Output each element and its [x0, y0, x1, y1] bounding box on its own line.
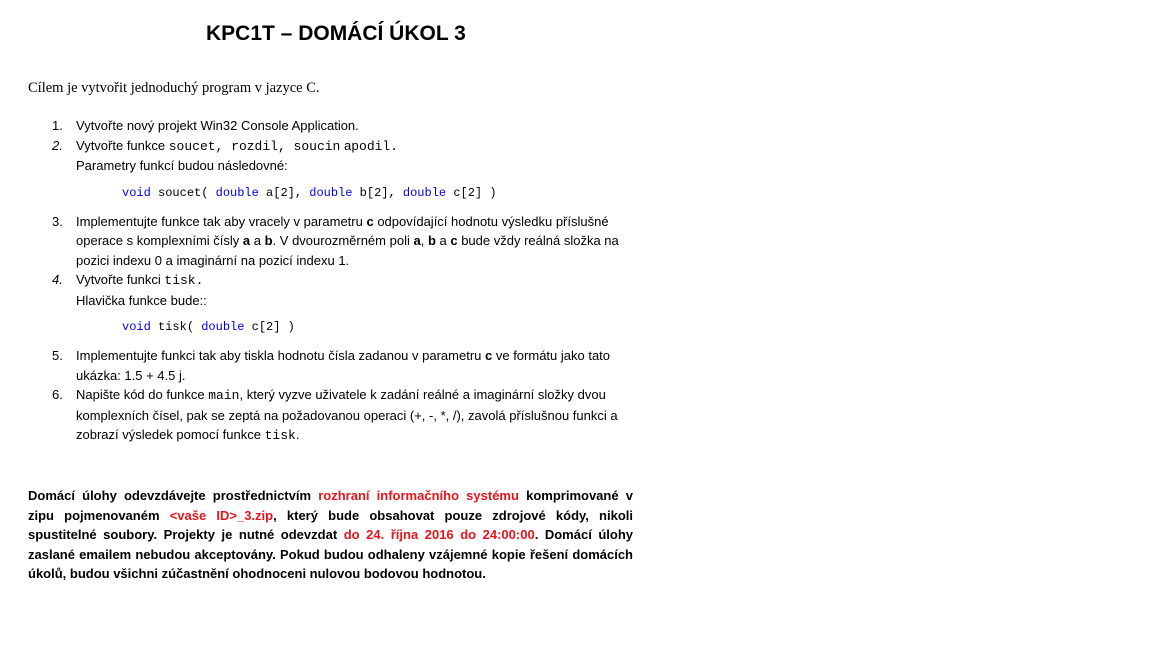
bold-run: b [427, 233, 436, 248]
task-item-4 [52, 270, 642, 336]
text-run: . [295, 427, 300, 442]
task-number: 2. [52, 137, 63, 153]
task-list [52, 116, 642, 446]
code-signature-soucet [76, 184, 642, 202]
text-run: komprimované v zipu pojmenovaném [28, 488, 633, 523]
task-text-line2: Parametry funkcí budou následovné: [76, 158, 288, 173]
code-text: soucet( [150, 185, 216, 200]
code-keyword: void [122, 185, 151, 200]
function-names-code: soucet, rozdil, soucin [168, 138, 341, 154]
code-text: b[2], [352, 185, 403, 200]
task-item-1 [52, 116, 642, 136]
task-number: 6. [52, 387, 63, 402]
code-keyword: double [201, 320, 245, 334]
task-item-6 [52, 385, 642, 446]
text-run: , který vyzve uživatele k zadání reálné a imaginární složky dvou komplexních čísel, pak se zeptá na požadovanou operaci (+, -, *, /), zavolá příslušnou funkci a zobrazí výsledek pomocí funkce [76, 387, 618, 442]
task-text-mid: a [340, 137, 352, 153]
text-run: , který bude obsahovat pouze zdrojové kódy, nikoli spustitelné soubory. Projekty je nutné odevzdat [28, 507, 634, 542]
text-run: Domácí úlohy odevzdávejte prostřednictvím [28, 488, 319, 503]
highlight-run: <vaše ID>_3.zip [169, 507, 274, 523]
bold-run: a [413, 233, 421, 248]
highlight-run: do 24. října 2016 do 24:00:00 [343, 527, 535, 542]
code-keyword: double [402, 185, 447, 200]
bold-run: c [366, 213, 374, 229]
code-run: main [208, 388, 240, 403]
text-run: . V dvourozměrném poli [272, 233, 414, 248]
code-text: a[2], [258, 185, 310, 200]
task-item-3 [52, 212, 642, 271]
task-number: 4. [52, 272, 63, 287]
text-run: ve formátu jako tato ukázka: 1.5 + 4.5 j. [76, 348, 611, 383]
text-run: Implementujte funkce tak aby vracely v parametru [76, 213, 367, 229]
bold-run: c [485, 348, 493, 363]
bold-run: a [242, 233, 251, 248]
bold-run: c [450, 233, 458, 248]
code-run: tisk [264, 428, 296, 443]
function-name-code: podil. [351, 138, 399, 154]
task-text-line2: Hlavička funkce bude:: [76, 292, 207, 308]
intro-paragraph: Cílem je vytvořit jednoduchý program v jazyce C. [28, 80, 320, 96]
text-run: Napište kód do funkce [76, 387, 209, 402]
code-keyword: void [122, 320, 151, 334]
task-item-5 [52, 346, 642, 385]
bold-run: b [264, 233, 273, 248]
task-text [76, 346, 642, 385]
code-text: tisk( [150, 320, 202, 334]
code-text: c[2] ) [446, 185, 497, 200]
code-keyword: double [215, 185, 259, 200]
task-item-2 [52, 136, 642, 202]
text-run: a [435, 233, 451, 248]
task-text [76, 385, 642, 446]
code-keyword: double [309, 185, 353, 200]
highlight-run: rozhraní informačního systému [318, 488, 519, 503]
function-name-code: tisk. [164, 273, 204, 288]
text-run: odpovídající hodnotu výsledku příslušné operace s komplexními čísly [76, 213, 609, 248]
task-text [76, 270, 642, 291]
task-number: 1. [52, 118, 63, 133]
text-run: Implementujte funkci tak aby tiskla hodnotu čísla zadanou v parametru [76, 348, 485, 363]
task-text-prefix: Vytvořte funkci [76, 272, 165, 287]
text-run: , [420, 233, 428, 248]
code-signature-tisk [76, 318, 642, 336]
submission-instructions [28, 486, 633, 584]
text-run: a [250, 233, 265, 248]
task-text-prefix: Vytvořte funkce [76, 137, 169, 153]
text-run: . Domácí úlohy zaslané emailem nebudou akceptovány. Pokud budou odhaleny vzájemné kopie řešení domácích úkolů, budou všichni zúčastnění ohodnoceni nulovou bodovou hodnotou. [28, 527, 634, 581]
task-text: Vytvořte nový projekt Win32 Console Application. [76, 118, 359, 133]
document-title: KPC1T – DOMÁCÍ ÚKOL 3 [206, 22, 466, 45]
task-number: 5. [52, 348, 63, 363]
text-run: bude vždy reálná složka na pozici indexu 0 a imaginární na pozicí indexu 1. [76, 233, 619, 268]
task-text [76, 136, 642, 157]
task-number: 3. [52, 213, 63, 229]
task-text [76, 212, 642, 271]
code-text: c[2] ) [244, 320, 295, 334]
